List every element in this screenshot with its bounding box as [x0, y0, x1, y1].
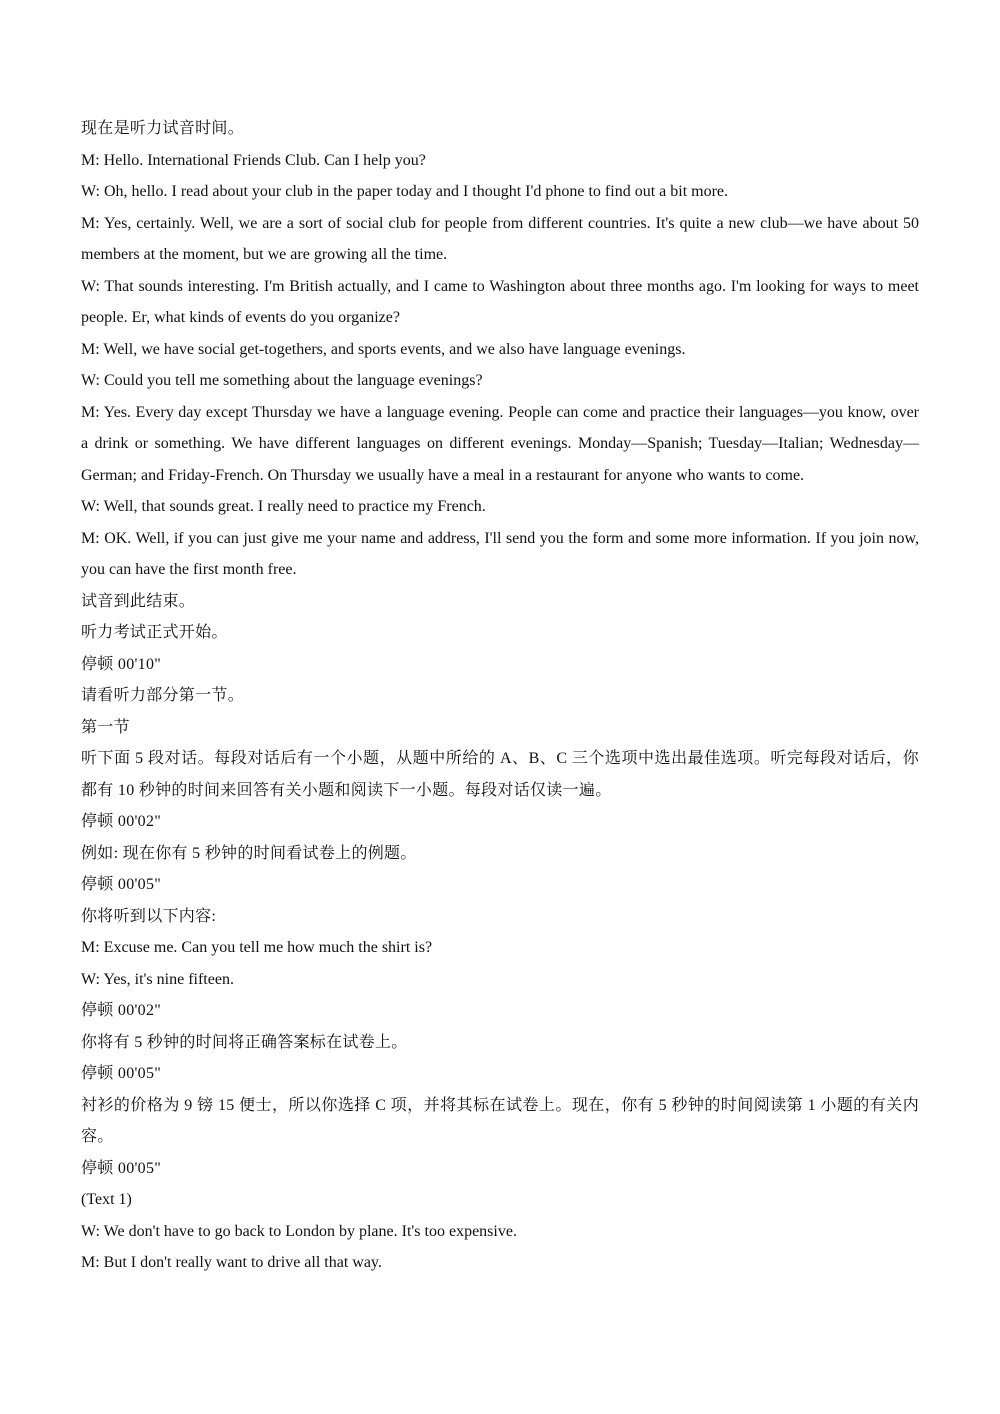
dialogue-line: W: We don't have to go back to London by plane. It's too expensive. — [81, 1222, 517, 1240]
example-instruction: 例如: 现在你有 5 秒钟的时间看试卷上的例题。 — [81, 844, 417, 862]
section-heading: 第一节 — [81, 718, 130, 736]
answer-instruction: 你将有 5 秒钟的时间将正确答案标在试卷上。 — [81, 1033, 408, 1051]
dialogue-line: M: Yes, certainly. Well, we are a sort of social club for people from different countries. It's quite a new club—we have about 50 members at the moment, but we are growing all the time. — [81, 214, 919, 263]
dialogue-line: M: But I don't really want to drive all that way. — [81, 1254, 382, 1271]
dialogue-line: M: Yes. Every day except Thursday we have a language evening. People can come and practice their languages—you know, over a drink or something. We have different languages on different evenings. Monday—Spanish; Tuesday—Italian; Wednesday— German; and Friday-French. On Thursday we usually have a meal in a restaurant for anyone who wants to come. — [81, 403, 919, 484]
pause-marker: 停顿 00'05" — [81, 1159, 162, 1177]
dialogue-line: W: Oh, hello. I read about your club in the paper today and I thought I'd phone to find out a bit more. — [81, 183, 729, 200]
pause-marker: 停顿 00'05" — [81, 876, 162, 893]
pause-marker: 停顿 00'02" — [81, 813, 162, 830]
example-explanation: 衬衫的价格为 9 镑 15 便士，所以你选择 C 项，并将其标在试卷上。现在，你有 5 秒钟的时间阅读第 1 小题的有关内容。 — [81, 1096, 919, 1145]
dialogue-line: W: Yes, it's nine fifteen. — [81, 970, 234, 988]
document-page — [81, 113, 919, 1279]
dialogue-line: M: OK. Well, if you can just give me your name and address, I'll send you the form and some more information. If you join now, you can have the first month free. — [81, 529, 919, 578]
dialogue-line: W: That sounds interesting. I'm British actually, and I came to Washington about three months ago. I'm looking for ways to meet people. Er, what kinds of events do you organize? — [81, 277, 919, 326]
dialogue-line: M: Hello. International Friends Club. Can I help you? — [81, 151, 426, 169]
pause-marker: 停顿 00'05" — [81, 1065, 162, 1082]
section-directions: 听下面 5 段对话。每段对话后有一个小题，从题中所给的 A、B、C 三个选项中选出最佳选项。听完每段对话后，你都有 10 秒钟的时间来回答有关小题和阅读下一小题。每段对话仅读一遍。 — [81, 750, 919, 799]
text-label: (Text 1) — [81, 1191, 132, 1208]
exam-start-notice: 听力考试正式开始。 — [81, 624, 228, 641]
example-intro: 你将听到以下内容: — [81, 907, 217, 925]
dialogue-line: M: Excuse me. Can you tell me how much the shirt is? — [81, 939, 433, 956]
pause-marker: 停顿 00'02" — [81, 1002, 162, 1019]
dialogue-line: W: Well, that sounds great. I really need to practice my French. — [81, 498, 486, 515]
section-instruction: 请看听力部分第一节。 — [81, 687, 245, 704]
sound-check-intro: 现在是听力试音时间。 — [81, 120, 245, 137]
pause-marker: 停顿 00'10" — [81, 655, 162, 673]
dialogue-line: M: Well, we have social get-togethers, and sports events, and we also have language evenings. — [81, 340, 686, 358]
sound-check-end: 试音到此结束。 — [81, 592, 196, 610]
dialogue-line: W: Could you tell me something about the language evenings? — [81, 372, 483, 389]
